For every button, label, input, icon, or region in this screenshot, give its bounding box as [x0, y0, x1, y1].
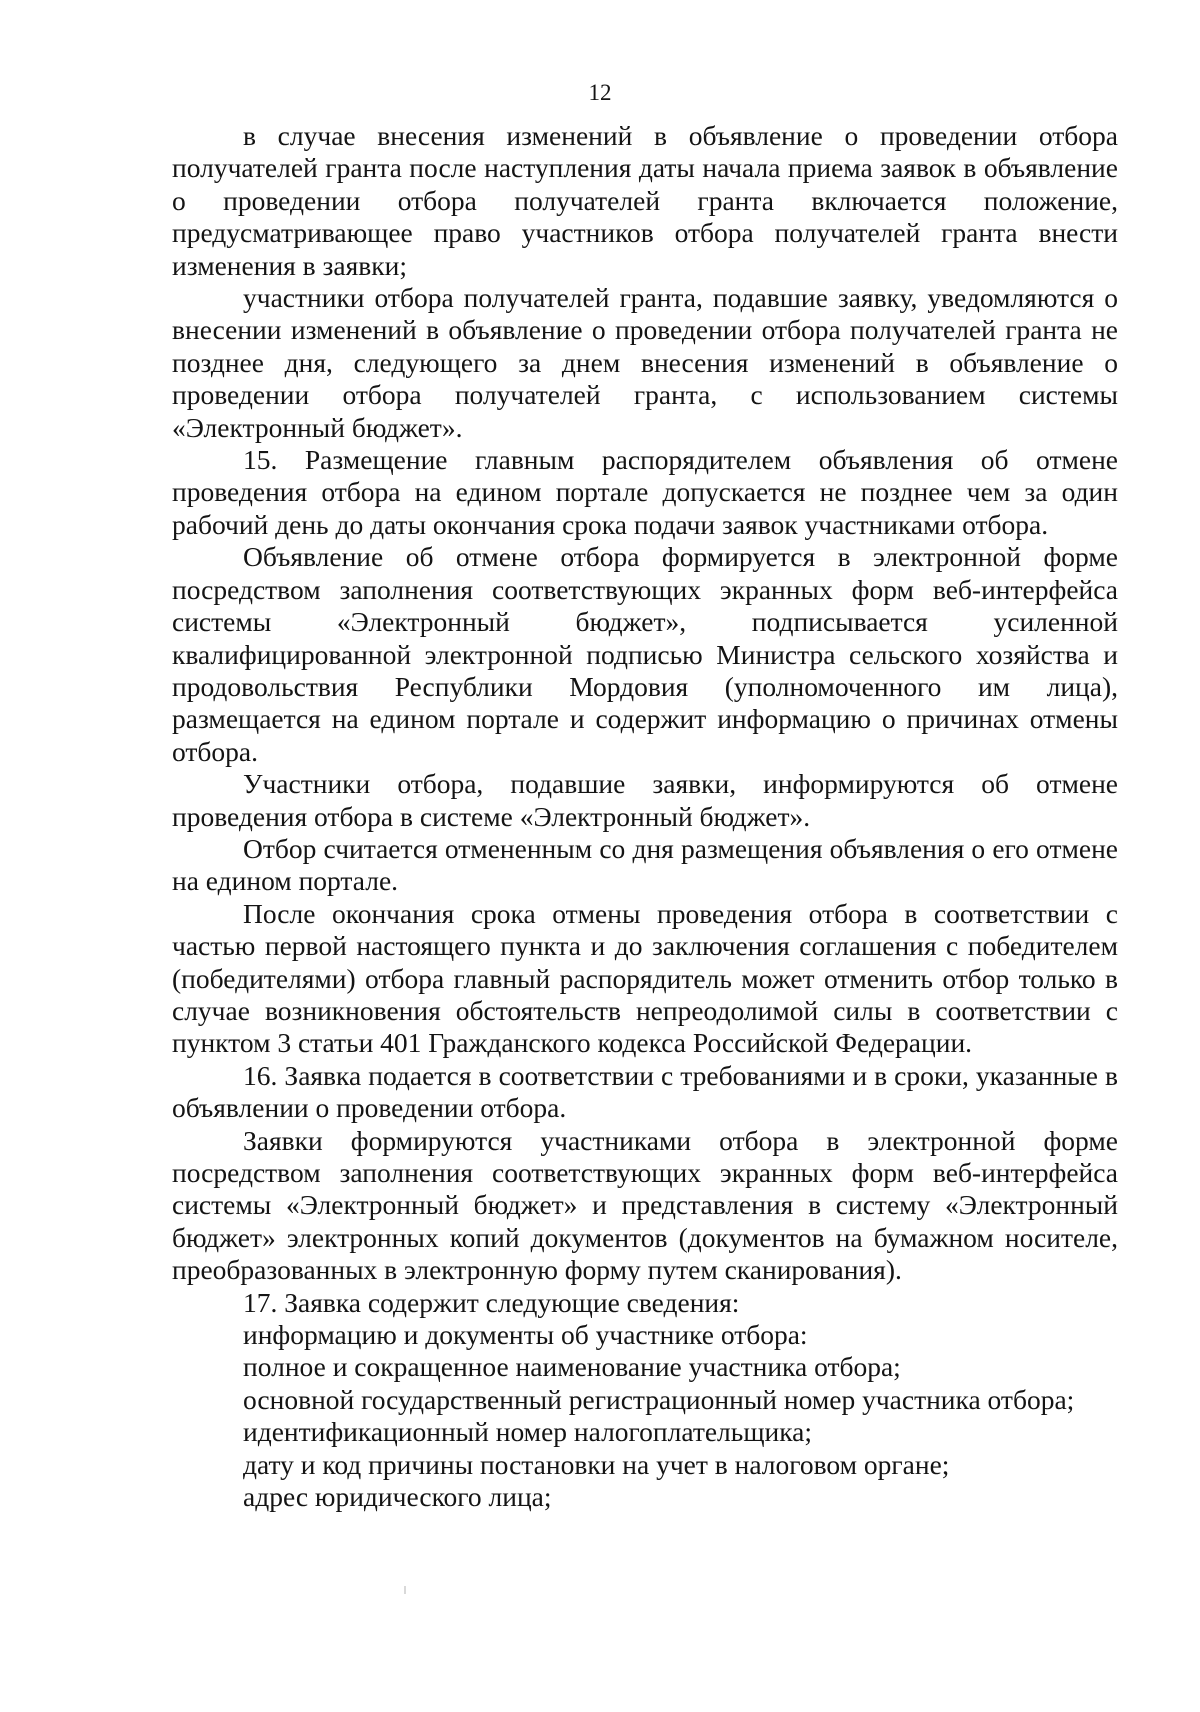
- page-number: 12: [588, 80, 612, 105]
- list-item-legal-address: адрес юридического лица;: [243, 1481, 552, 1513]
- paragraph-cancellation-announcement: Объявление об отмене отбора формируется в электронной форме посредством заполнения соответствующих экранных форм веб-интерфейса системы «Электронный бюджет», подписывается усиленной квалифицированной электронной подписью Министра сельского хозяйства и продовольствия Республики Мордовия (уполномоченного им лица), размещается на едином портале и содержит информацию о причинах отмены отбора.: [172, 541, 1118, 767]
- document-body: [172, 120, 1118, 1513]
- paragraph-clause-16: 16. Заявка подается в соответствии с требованиями и в сроки, указанные в объявлении о проведении отбора.: [172, 1059, 1118, 1124]
- list-item-full-name: полное и сокращенное наименование участника отбора;: [243, 1351, 901, 1383]
- paragraph-participants-informed: Участники отбора, подавшие заявки, информируются об отмене проведения отбора в системе «Электронный бюджет».: [172, 768, 1118, 832]
- list-item-participant-info: информацию и документы об участнике отбора:: [243, 1319, 808, 1351]
- paragraph-participants-notified: участники отбора получателей гранта, подавшие заявку, уведомляются о внесении изменений в объявление о проведении отбора получателей гранта не позднее дня, следующего за днем внесения изменений в объявление о проведении отбора получателей гранта, с использованием системы «Электронный бюджет».: [172, 282, 1118, 443]
- paragraph-application-formation: Заявки формируются участниками отбора в электронной форме посредством заполнения соответствующих экранных форм веб-интерфейса системы «Электронный бюджет» и представления в систему «Электронный бюджет» электронных копий документов (документов на бумажном носителе, преобразованных в электронную форму путем сканирования).: [172, 1124, 1118, 1286]
- paragraph-clause-15: 15. Размещение главным распорядителем объявления об отмене проведения отбора на едином портале допускается не позднее чем за один рабочий день до даты окончания срока подачи заявок участниками отбора.: [172, 444, 1118, 540]
- scan-artifact: [404, 1586, 406, 1594]
- paragraph-selection-cancelled: Отбор считается отмененным со дня размещения объявления о его отмене на едином портале.: [172, 832, 1118, 897]
- paragraph-force-majeure: После окончания срока отмены проведения отбора в соответствии с частью первой настоящего пункта и до заключения соглашения с победителем (победителями) отбора главный распорядитель может отменить отбор только в случае возникновения обстоятельств непреодолимой силы в соответствии с пунктом 3 статьи 401 Гражданского кодекса Российской Федерации.: [172, 897, 1118, 1059]
- list-item-kpp: дату и код причины постановки на учет в налоговом органе;: [243, 1448, 950, 1480]
- list-item-ogrn: основной государственный регистрационный номер участника отбора;: [243, 1383, 1075, 1415]
- paragraph-amendment-notice: в случае внесения изменений в объявление о проведении отбора получателей гранта после наступления даты начала приема заявок в объявление о проведении отбора получателей гранта включается положение, предусматривающее право участников отбора получателей гранта внести изменения в заявки;: [172, 120, 1118, 281]
- paragraph-clause-17: 17. Заявка содержит следующие сведения:: [243, 1286, 740, 1318]
- list-item-inn: идентификационный номер налогоплательщика;: [243, 1416, 813, 1448]
